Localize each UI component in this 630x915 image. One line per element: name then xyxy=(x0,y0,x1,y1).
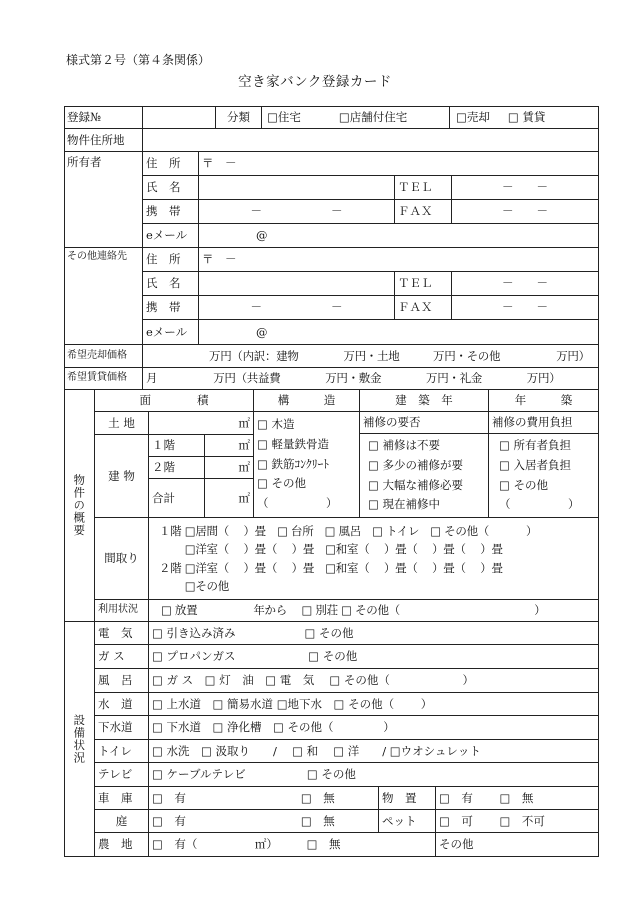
checkbox-house[interactable]: □住宅 xyxy=(267,109,301,124)
reg-no-label: 登録№ xyxy=(64,106,143,129)
floor2-label: ２階 xyxy=(149,457,205,479)
storage-label: 物 置 xyxy=(379,787,436,810)
form-number: 様式第２号（第４条関係） xyxy=(66,53,211,67)
garden-options[interactable]: □ 有 □ 無 xyxy=(149,810,379,833)
pet-label: ペット xyxy=(379,810,436,833)
electric-options[interactable]: □ 引き込み済み □ その他 xyxy=(149,622,599,645)
category-options xyxy=(262,106,450,129)
year-header: 年 築 xyxy=(489,390,599,412)
category-label: 分類 xyxy=(216,106,262,129)
bath-options[interactable]: □ ガ ス □ 灯 油 □ 電 気 □ その他（ ） xyxy=(149,669,599,693)
rent-price-field[interactable]: 月 万円（共益費 万円・敷金 万円・礼金 万円） xyxy=(143,368,599,390)
built-header: 建 築 年 xyxy=(360,390,489,412)
owner-mobile-label: 携 帯 xyxy=(143,200,199,224)
property-address-field[interactable] xyxy=(143,129,599,152)
repair-options[interactable]: □ 補修は不要 □ 多少の補修が要 □ 大幅な補修必要 □ 現在補修中 xyxy=(360,434,489,518)
farm-options[interactable]: □ 有（ ㎡） □ 無 xyxy=(149,833,436,857)
owner-email-field[interactable]: @ xyxy=(199,224,599,248)
other-fax-label: ＦＡＸ xyxy=(395,296,452,320)
total-label: 合計 xyxy=(149,479,205,518)
floor2-area-field[interactable]: ㎡ xyxy=(205,457,254,479)
repair-cost-options[interactable]: □ 所有者負担 □ 入居者負担 □ その他 （ ） xyxy=(489,434,599,518)
owner-fax-field[interactable]: － － xyxy=(452,200,599,224)
area-header: 面 積 xyxy=(95,390,254,412)
usage-label: 利用状況 xyxy=(95,600,149,622)
owner-tel-label: ＴＥＬ xyxy=(395,176,452,200)
other-name-label: 氏 名 xyxy=(143,272,199,296)
bath-label: 風 呂 xyxy=(95,669,149,693)
farm-label: 農 地 xyxy=(95,833,149,857)
other-email-label: eメール xyxy=(143,320,199,345)
building-label: 建 物 xyxy=(95,435,149,518)
layout-options[interactable]: １階 □居間（ ）畳 □ 台所 □ 風呂 □ トイレ □ その他（ ） □洋室（ ）畳（ ）畳 □和室（ ）畳（ ）畳（ ）畳 ２階 □洋室（ ）畳（ ）畳 □和室（ ）畳（ ）畳（ ）畳 □その他 xyxy=(149,518,599,600)
garden-label: 庭 xyxy=(95,810,149,833)
other-tel-field[interactable]: － － xyxy=(452,272,599,296)
page-title: 空き家バンク登録カード xyxy=(238,74,392,90)
sale-price-field[interactable]: 万円（内訳：建物 万円・土地 万円・その他 万円） xyxy=(143,345,599,368)
structure-header: 構 造 xyxy=(254,390,360,412)
floor1-area-field[interactable]: ㎡ xyxy=(205,435,254,457)
other-email-field[interactable]: @ xyxy=(199,320,599,345)
property-address-label: 物件住所地 xyxy=(64,129,143,152)
sale-price-label: 希望売却価格 xyxy=(64,345,143,368)
facilities-label: 設備状況 xyxy=(64,622,95,857)
other-contact-label: その他連絡先 xyxy=(64,248,143,345)
other-tel-label: ＴＥＬ xyxy=(395,272,452,296)
other-mobile-label: 携 帯 xyxy=(143,296,199,320)
owner-mobile-field[interactable]: － － xyxy=(199,200,395,224)
gas-label: ガ ス xyxy=(95,645,149,669)
checkbox-shop-house[interactable]: □店舗付住宅 xyxy=(338,109,408,124)
storage-options[interactable]: □ 有 □ 無 xyxy=(436,787,599,810)
pet-options[interactable]: □ 可 □ 不可 xyxy=(436,810,599,833)
water-options[interactable]: □ 上水道 □ 簡易水道 □地下水 □ その他（ ） xyxy=(149,693,599,716)
repair-cost-label: 補修の費用負担 xyxy=(489,412,599,434)
layout-label: 間取り xyxy=(95,518,149,600)
usage-options[interactable]: □ 放置 年から □ 別荘 □ その他（ ） xyxy=(149,600,599,622)
garage-options[interactable]: □ 有 □ 無 xyxy=(149,787,379,810)
structure-options[interactable]: □ 木造 □ 軽量鉄骨造 □ 鉄筋ｺﾝｸﾘｰﾄ □ その他 （ ） xyxy=(254,412,360,518)
sewer-options[interactable]: □ 下水道 □ 浄化槽 □ その他（ ） xyxy=(149,716,599,740)
electric-label: 電 気 xyxy=(95,622,149,645)
other-name-field[interactable] xyxy=(199,272,395,296)
owner-name-label: 氏 名 xyxy=(143,176,199,200)
transaction-options xyxy=(450,106,599,129)
tv-label: テレビ xyxy=(95,763,149,787)
reg-no-field[interactable] xyxy=(143,106,216,129)
land-area-field[interactable]: ㎡ xyxy=(149,412,254,435)
sewer-label: 下水道 xyxy=(95,716,149,740)
owner-fax-label: ＦＡＸ xyxy=(395,200,452,224)
tv-options[interactable]: □ ケーブルテレビ □ その他 xyxy=(149,763,599,787)
total-area-field[interactable]: ㎡ xyxy=(205,479,254,518)
other-mobile-field[interactable]: － － xyxy=(199,296,395,320)
toilet-options[interactable]: □ 水洗 □ 汲取り / □ 和 □ 洋 / □ウオシュレット xyxy=(149,740,599,763)
owner-email-label: eメール xyxy=(143,224,199,248)
owner-name-field[interactable] xyxy=(199,176,395,200)
checkbox-sale[interactable]: □売却 xyxy=(456,109,490,124)
toilet-label: トイレ xyxy=(95,740,149,763)
land-label: 土 地 xyxy=(95,412,149,435)
other-fax-field[interactable]: － － xyxy=(452,296,599,320)
gas-options[interactable]: □ プロパンガス □ その他 xyxy=(149,645,599,669)
water-label: 水 道 xyxy=(95,693,149,716)
overview-label: 物件の概要 xyxy=(64,390,95,622)
owner-address-label: 住 所 xyxy=(143,152,199,176)
registration-card-table xyxy=(64,106,599,857)
repair-label: 補修の要否 xyxy=(360,412,489,434)
farm-other-field[interactable]: その他 xyxy=(436,833,599,857)
checkbox-rent[interactable]: □ 賃貸 xyxy=(507,109,546,124)
owner-address-field[interactable]: 〒 － xyxy=(199,152,599,176)
other-address-field[interactable]: 〒 － xyxy=(199,248,599,272)
owner-label: 所有者 xyxy=(64,152,143,248)
owner-tel-field[interactable]: － － xyxy=(452,176,599,200)
other-address-label: 住 所 xyxy=(143,248,199,272)
rent-price-label: 希望賃貸価格 xyxy=(64,368,143,390)
garage-label: 車 庫 xyxy=(95,787,149,810)
floor1-label: １階 xyxy=(149,435,205,457)
